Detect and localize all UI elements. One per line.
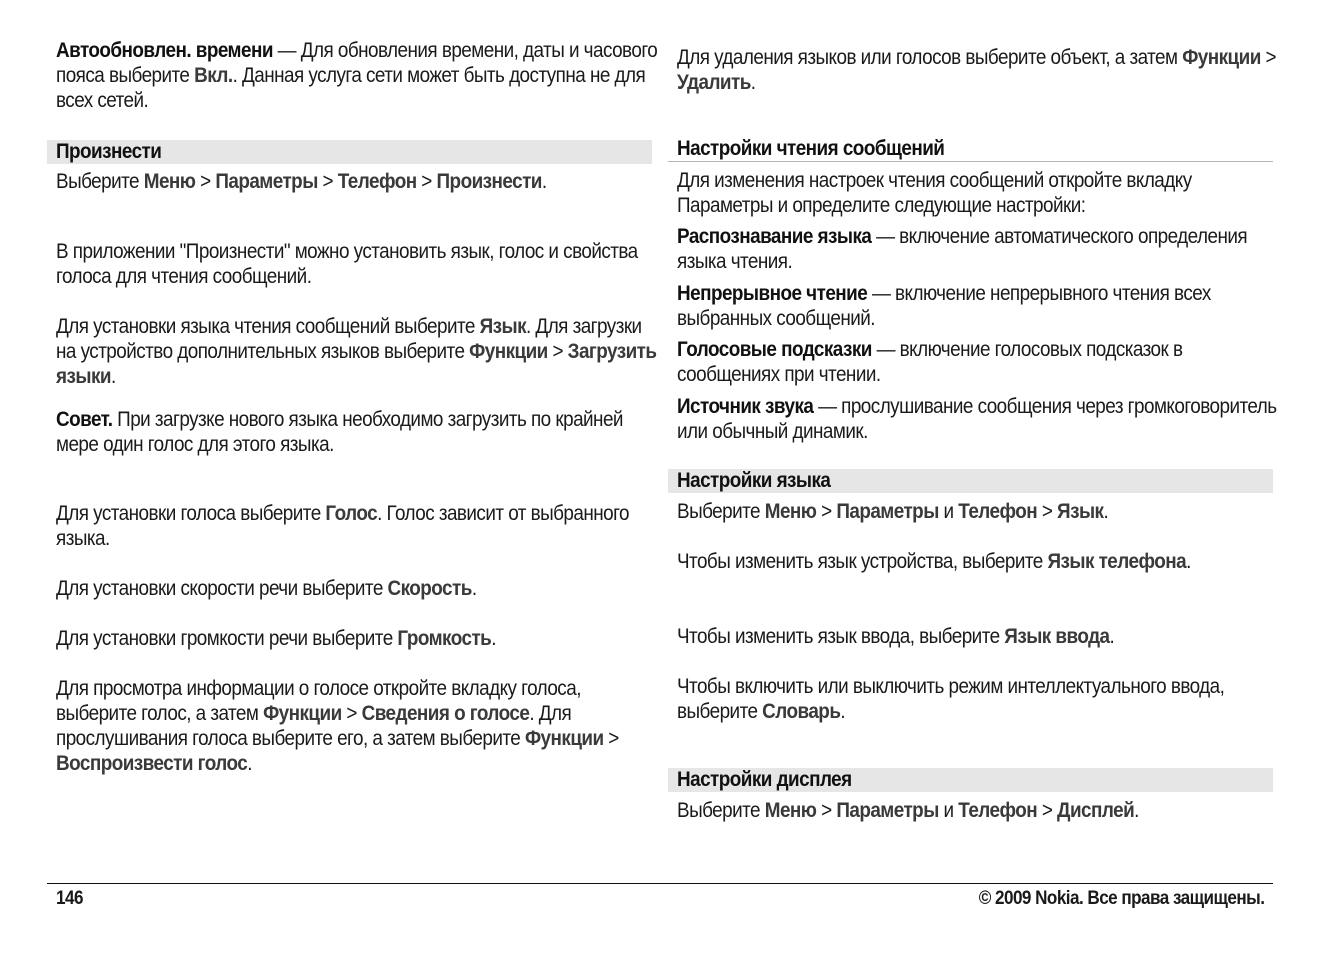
auto-time-rest: . Данная услуга сети может быть доступна не для всех сетей. bbox=[56, 64, 646, 112]
path-end: . bbox=[840, 700, 846, 723]
option-play-voice: Воспроизвести голос bbox=[56, 752, 248, 775]
path-lead: Выберите bbox=[677, 799, 765, 822]
path-params: Параметры bbox=[836, 799, 939, 822]
path-end: . bbox=[110, 365, 116, 388]
path-end: . bbox=[1103, 500, 1109, 523]
copyright: © 2009 Nokia. Все права защищены. bbox=[978, 888, 1264, 909]
option-volume: Громкость bbox=[397, 627, 492, 650]
heading-text: Произнести bbox=[56, 140, 162, 163]
language-text: Для установки языка чтения сообщений выберите bbox=[56, 315, 480, 338]
reading-item-desc: — включение голосовых подсказок в сообщениях при чтении. bbox=[677, 338, 1183, 386]
input-language-paragraph bbox=[677, 624, 1281, 649]
voice-text-2: . Голос зависит от выбранного языка. bbox=[56, 502, 630, 550]
reading-item bbox=[677, 337, 1281, 387]
reading-item-desc: — включение непрерывного чтения всех выбранных сообщений. bbox=[677, 282, 1211, 330]
reading-item-term: Голосовые подсказки bbox=[677, 338, 872, 361]
path-separator: > bbox=[341, 702, 362, 725]
path-end: . bbox=[471, 577, 477, 600]
option-delete: Удалить bbox=[677, 71, 751, 94]
display-menu-path bbox=[677, 798, 1281, 823]
reading-item bbox=[677, 224, 1281, 274]
path-separator: > bbox=[816, 799, 837, 822]
path-separator: > bbox=[1037, 799, 1058, 822]
voice-text: Для установки голоса выберите bbox=[56, 502, 326, 525]
path-menu: Меню bbox=[143, 170, 196, 193]
tip-paragraph bbox=[56, 407, 660, 457]
option-language: Язык bbox=[479, 315, 527, 338]
auto-time-term: Автообновлен. времени bbox=[56, 39, 273, 62]
speak-menu-path bbox=[56, 169, 660, 194]
path-separator: > bbox=[317, 170, 338, 193]
option-functions: Функции bbox=[524, 727, 604, 750]
footer-divider bbox=[47, 883, 1273, 884]
option-download-languages: Загрузить языки bbox=[56, 340, 657, 388]
voice-info-paragraph bbox=[56, 676, 660, 776]
option-voice-details: Сведения о голосе bbox=[361, 702, 530, 725]
reading-item bbox=[677, 281, 1281, 331]
option-speed: Скорость bbox=[387, 577, 472, 600]
heading-text: Настройки языка bbox=[677, 469, 831, 492]
path-and: и bbox=[938, 799, 959, 822]
heading-text: Настройки дисплея bbox=[677, 768, 852, 791]
path-end: . bbox=[541, 170, 547, 193]
delete-paragraph bbox=[677, 45, 1281, 95]
path-separator: > bbox=[547, 340, 568, 363]
voice-paragraph bbox=[56, 501, 660, 551]
language-menu-path bbox=[677, 499, 1281, 524]
option-voice: Голос bbox=[325, 502, 378, 525]
path-menu: Меню bbox=[764, 799, 817, 822]
option-functions: Функции bbox=[469, 340, 548, 363]
reading-item-desc: — прослушивание сообщения через громкоговоритель или обычный динамик. bbox=[677, 395, 1277, 443]
reading-item-desc: — включение автоматического определения языка чтения. bbox=[677, 225, 1248, 273]
delete-text: Для удаления языков или голосов выберите объект, а затем bbox=[677, 46, 1183, 69]
dictionary-paragraph bbox=[677, 674, 1281, 724]
path-end: . bbox=[247, 752, 252, 775]
heading-text: Настройки чтения сообщений bbox=[677, 137, 945, 160]
path-separator: > bbox=[416, 170, 437, 193]
reading-intro: Для изменения настроек чтения сообщений откройте вкладку Параметры и определите следующие настройки: bbox=[677, 169, 1192, 217]
info-text-2: . Для прослушивания голоса выберите его, а затем выберите bbox=[56, 702, 572, 750]
path-lead: Выберите bbox=[677, 500, 765, 523]
reading-item-term: Источник звука bbox=[677, 395, 814, 418]
path-language: Язык bbox=[1057, 500, 1104, 523]
auto-time-text: — Для обновления времени, даты и часового пояса выберите bbox=[56, 39, 658, 87]
path-separator: > bbox=[603, 727, 619, 750]
path-separator: > bbox=[1260, 46, 1277, 69]
volume-text: Для установки громкости речи выберите bbox=[56, 627, 398, 650]
path-display: Дисплей bbox=[1057, 799, 1135, 822]
option-functions: Функции bbox=[1182, 46, 1261, 69]
section-heading-display bbox=[668, 768, 1273, 792]
path-phone: Телефон bbox=[958, 799, 1038, 822]
language-text-2: . Для загрузки на устройство дополнительных языков выберите bbox=[56, 315, 642, 363]
path-params: Параметры bbox=[836, 500, 939, 523]
option-functions: Функции bbox=[263, 702, 342, 725]
path-phone: Телефон bbox=[958, 500, 1038, 523]
option-input-language: Язык ввода bbox=[1004, 625, 1110, 648]
path-end: . bbox=[750, 71, 756, 94]
path-end: . bbox=[1186, 550, 1191, 573]
info-text: Для просмотра информации о голосе откройте вкладку голоса, выберите голос, а затем bbox=[56, 677, 581, 725]
path-separator: > bbox=[1037, 500, 1058, 523]
speed-paragraph bbox=[56, 576, 660, 601]
reading-item bbox=[677, 394, 1281, 444]
reading-item-term: Распознавание языка bbox=[677, 225, 872, 248]
path-and: и bbox=[938, 500, 959, 523]
language-paragraph bbox=[56, 314, 660, 389]
option-on: Вкл. bbox=[194, 64, 233, 87]
speak-intro: В приложении "Произнести" можно установить язык, голос и свойства голоса для чтения сообщений. bbox=[56, 240, 638, 288]
section-heading-speak bbox=[47, 140, 652, 164]
path-phone: Телефон bbox=[337, 170, 417, 193]
path-separator: > bbox=[195, 170, 216, 193]
section-heading-language bbox=[668, 469, 1273, 493]
speed-text: Для установки скорости речи выберите bbox=[56, 577, 388, 600]
path-lead: Выберите bbox=[56, 170, 144, 193]
path-end: . bbox=[1134, 799, 1139, 822]
path-speak: Произнести bbox=[436, 170, 542, 193]
volume-paragraph bbox=[56, 626, 660, 651]
option-dictionary: Словарь bbox=[762, 700, 841, 723]
section-heading-reading bbox=[668, 137, 1273, 162]
phone-language-text: Чтобы изменить язык устройства, выберите bbox=[677, 550, 1048, 573]
tip-text: При загрузке нового языка необходимо загрузить по крайней мере один голос для этого языка. bbox=[56, 408, 623, 456]
phone-language-paragraph bbox=[677, 549, 1281, 574]
tip-label: Совет. bbox=[56, 408, 113, 431]
path-end: . bbox=[1109, 625, 1115, 648]
option-phone-language: Язык телефона bbox=[1047, 550, 1187, 573]
path-separator: > bbox=[816, 500, 837, 523]
dictionary-text: Чтобы включить или выключить режим интеллектуального ввода, выберите bbox=[677, 675, 1225, 723]
input-language-text: Чтобы изменить язык ввода, выберите bbox=[677, 625, 1005, 648]
reading-item-term: Непрерывное чтение bbox=[677, 282, 868, 305]
path-menu: Меню bbox=[764, 500, 817, 523]
page-number: 146 bbox=[56, 888, 83, 909]
path-end: . bbox=[491, 627, 496, 650]
path-params: Параметры bbox=[215, 170, 318, 193]
auto-time-paragraph bbox=[56, 38, 660, 113]
